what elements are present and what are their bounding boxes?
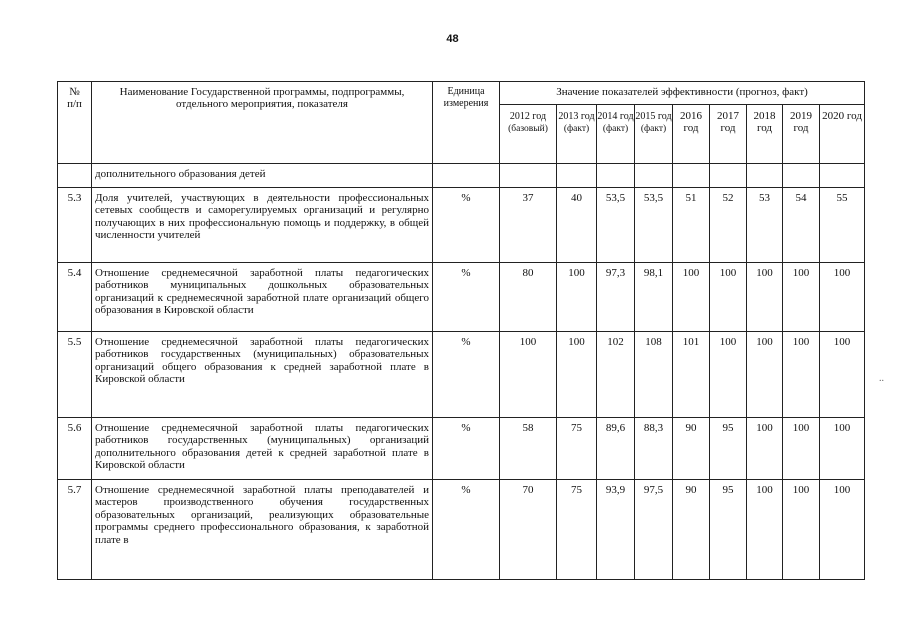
continuation-num xyxy=(58,164,92,188)
value-cell: 95 xyxy=(710,480,747,580)
header-year-label: 2014 год xyxy=(597,111,634,122)
header-year-note: (факт) xyxy=(563,124,590,134)
value-cell: 100 xyxy=(673,263,710,332)
header-year-label: 2013 год xyxy=(558,111,595,122)
value-cell: 100 xyxy=(747,263,783,332)
value-cell: 108 xyxy=(635,332,673,418)
value-cell: 97,5 xyxy=(635,480,673,580)
indicator-name: Отношение среднемесячной заработной платы педагогических работников муниципальных дошкольных образовательных организаций к среднемесячной заработной плате организаций общего образования в Кировской области xyxy=(92,263,433,332)
page-number: 48 xyxy=(446,33,459,45)
value-cell: 100 xyxy=(747,418,783,480)
value-cell: 53,5 xyxy=(597,188,635,263)
table-body xyxy=(58,82,865,580)
indicator-name: Доля учителей, участвующих в деятельности профессиональных сетевых сообществ и саморегулируемых организаций и регулярно получающих в них профессиональную помощь и поддержку, в общей численности учителей xyxy=(92,188,433,263)
value-cell: 100 xyxy=(710,332,747,418)
value-cell: 90 xyxy=(673,418,710,480)
value-cell: 100 xyxy=(557,263,597,332)
header-year xyxy=(783,105,820,164)
row-number: 5.4 xyxy=(58,263,92,332)
value-cell: 100 xyxy=(783,263,820,332)
table-row xyxy=(58,188,865,263)
continuation-unit xyxy=(433,164,500,188)
value-cell: 98,1 xyxy=(635,263,673,332)
value-cell: 51 xyxy=(673,188,710,263)
header-year-note: (факт) xyxy=(602,124,629,134)
value-cell: 88,3 xyxy=(635,418,673,480)
header-year xyxy=(597,105,635,164)
header-name: Наименование Государственной программы, подпрограммы, отдельного мероприятия, показателя xyxy=(92,82,433,164)
unit-cell: % xyxy=(433,332,500,418)
value-cell: 40 xyxy=(557,188,597,263)
row-number: 5.7 xyxy=(58,480,92,580)
header-year xyxy=(710,105,747,164)
header-year-label: 2018 год xyxy=(753,110,776,135)
indicators-table xyxy=(57,81,865,580)
value-cell: 95 xyxy=(710,418,747,480)
header-year-label: 2012 год xyxy=(509,111,547,122)
value-cell: 54 xyxy=(783,188,820,263)
value-cell: 100 xyxy=(747,332,783,418)
value-cell: 100 xyxy=(747,480,783,580)
value-cell: 89,6 xyxy=(597,418,635,480)
value-cell: 100 xyxy=(557,332,597,418)
header-year-label: 2015 год xyxy=(635,111,672,122)
header-year xyxy=(820,105,865,164)
table-row xyxy=(58,418,865,480)
value-cell: 90 xyxy=(673,480,710,580)
margin-mark: .. xyxy=(879,373,884,384)
value-cell: 100 xyxy=(820,480,865,580)
indicator-name: Отношение среднемесячной заработной платы педагогических работников государственных (муниципальных) организаций дополнительного образования детей к средней заработной плате в Кировской области xyxy=(92,418,433,480)
value-cell: 52 xyxy=(710,188,747,263)
header-year-label: 2016 год xyxy=(680,110,702,135)
header-year xyxy=(500,105,557,164)
value-cell: 101 xyxy=(673,332,710,418)
value-cell: 75 xyxy=(557,480,597,580)
row-number: 5.5 xyxy=(58,332,92,418)
continuation-row xyxy=(58,164,865,188)
header-year-note: (факт) xyxy=(640,124,667,134)
table-row xyxy=(58,263,865,332)
value-cell: 100 xyxy=(500,332,557,418)
table-row xyxy=(58,332,865,418)
value-cell: 53,5 xyxy=(635,188,673,263)
value-cell: 70 xyxy=(500,480,557,580)
header-year-note: (базовый) xyxy=(508,124,548,134)
unit-cell: % xyxy=(433,480,500,580)
table-row xyxy=(58,480,865,580)
value-cell: 100 xyxy=(710,263,747,332)
row-number: 5.6 xyxy=(58,418,92,480)
value-cell: 100 xyxy=(783,480,820,580)
header-year-label: 2020 год xyxy=(822,110,862,122)
header-values: Значение показателей эффективности (прогноз, факт) xyxy=(500,82,865,105)
header-year xyxy=(557,105,597,164)
unit-cell: % xyxy=(433,263,500,332)
header-year xyxy=(747,105,783,164)
unit-cell: % xyxy=(433,418,500,480)
value-cell: 37 xyxy=(500,188,557,263)
value-cell: 80 xyxy=(500,263,557,332)
value-cell: 100 xyxy=(820,418,865,480)
header-row-top xyxy=(58,82,865,105)
header-year-label: 2017 год xyxy=(717,110,739,135)
value-cell: 100 xyxy=(820,263,865,332)
value-cell: 53 xyxy=(747,188,783,263)
value-cell: 100 xyxy=(783,418,820,480)
value-cell: 55 xyxy=(820,188,865,263)
header-year-label: 2019 год xyxy=(790,110,812,135)
value-cell: 58 xyxy=(500,418,557,480)
continuation-text: дополнительного образования детей xyxy=(92,164,433,188)
header-unit: Единица измерения xyxy=(433,82,500,164)
value-cell: 93,9 xyxy=(597,480,635,580)
value-cell: 100 xyxy=(783,332,820,418)
header-year xyxy=(673,105,710,164)
unit-cell: % xyxy=(433,188,500,263)
row-number: 5.3 xyxy=(58,188,92,263)
value-cell: 75 xyxy=(557,418,597,480)
header-year xyxy=(635,105,673,164)
value-cell: 102 xyxy=(597,332,635,418)
indicator-name: Отношение среднемесячной заработной платы педагогических работников государственных (муниципальных) образовательных организаций общего образования к средней заработной плате в Кировской области xyxy=(92,332,433,418)
header-num: № п/п xyxy=(58,82,92,164)
value-cell: 100 xyxy=(820,332,865,418)
indicator-name: Отношение среднемесячной заработной платы преподавателей и мастеров производственного обучения государственных образовательных организаций, реализующих образовательные программы среднего профессионального образования, к заработной плате в xyxy=(92,480,433,580)
value-cell: 97,3 xyxy=(597,263,635,332)
